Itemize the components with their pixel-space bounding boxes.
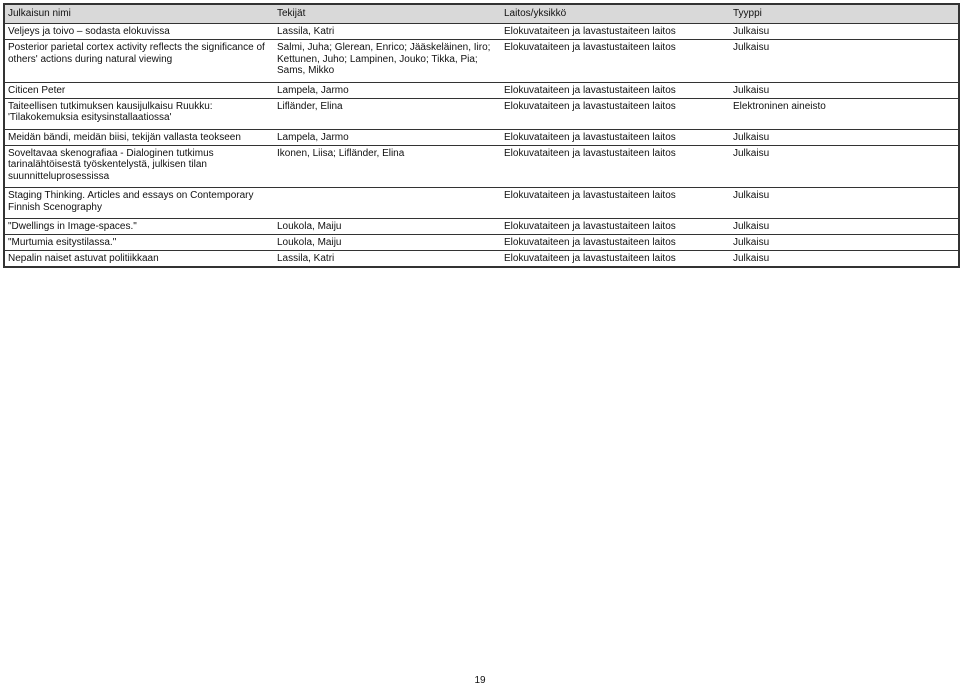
table-row bbox=[4, 40, 959, 83]
cell-type: Julkaisu bbox=[730, 24, 959, 40]
table-row bbox=[4, 82, 959, 98]
cell-type: Julkaisu bbox=[730, 188, 959, 219]
table-row bbox=[4, 219, 959, 235]
table-row bbox=[4, 145, 959, 188]
cell-publication-name: Veljeys ja toivo – sodasta elokuvissa bbox=[4, 24, 274, 40]
cell-authors: Lassila, Katri bbox=[274, 251, 501, 268]
cell-department: Elokuvataiteen ja lavastustaiteen laitos bbox=[501, 235, 730, 251]
cell-publication-name: Nepalin naiset astuvat politiikkaan bbox=[4, 251, 274, 268]
cell-department: Elokuvataiteen ja lavastustaiteen laitos bbox=[501, 129, 730, 145]
cell-authors: Lampela, Jarmo bbox=[274, 82, 501, 98]
cell-type: Julkaisu bbox=[730, 82, 959, 98]
cell-publication-name: "Dwellings in Image-spaces." bbox=[4, 219, 274, 235]
table-row bbox=[4, 251, 959, 268]
cell-authors: Ikonen, Liisa; Lifländer, Elina bbox=[274, 145, 501, 188]
cell-type: Julkaisu bbox=[730, 40, 959, 83]
cell-department: Elokuvataiteen ja lavastustaiteen laitos bbox=[501, 188, 730, 219]
cell-department: Elokuvataiteen ja lavastustaiteen laitos bbox=[501, 82, 730, 98]
publications-table bbox=[3, 3, 960, 268]
cell-publication-name: Staging Thinking. Articles and essays on Contemporary Finnish Scenography bbox=[4, 188, 274, 219]
table-row bbox=[4, 235, 959, 251]
publications-table-container bbox=[3, 3, 958, 268]
cell-type: Julkaisu bbox=[730, 219, 959, 235]
table-header-row bbox=[4, 4, 959, 24]
cell-department: Elokuvataiteen ja lavastustaiteen laitos bbox=[501, 40, 730, 83]
cell-publication-name: Soveltavaa skenografiaa - Dialoginen tutkimus tarinalähtöisestä työskentelystä, julkisen tilan suunnitteluprosessissa bbox=[4, 145, 274, 188]
cell-authors: Salmi, Juha; Glerean, Enrico; Jääskeläinen, Iiro; Kettunen, Juho; Lampinen, Jouko; Tikka, Pia; Sams, Mikko bbox=[274, 40, 501, 83]
cell-type: Julkaisu bbox=[730, 145, 959, 188]
cell-authors: Loukola, Maiju bbox=[274, 235, 501, 251]
cell-authors: Lampela, Jarmo bbox=[274, 129, 501, 145]
cell-type: Elektroninen aineisto bbox=[730, 98, 959, 129]
cell-publication-name: Meidän bändi, meidän biisi, tekijän vallasta teokseen bbox=[4, 129, 274, 145]
cell-type: Julkaisu bbox=[730, 251, 959, 268]
cell-authors: Lassila, Katri bbox=[274, 24, 501, 40]
cell-department: Elokuvataiteen ja lavastustaiteen laitos bbox=[501, 24, 730, 40]
header-publication-name: Julkaisun nimi bbox=[4, 4, 274, 24]
cell-department: Elokuvataiteen ja lavastustaiteen laitos bbox=[501, 98, 730, 129]
cell-department: Elokuvataiteen ja lavastustaiteen laitos bbox=[501, 219, 730, 235]
cell-authors: Lifländer, Elina bbox=[274, 98, 501, 129]
cell-department: Elokuvataiteen ja lavastustaiteen laitos bbox=[501, 145, 730, 188]
table-row bbox=[4, 24, 959, 40]
cell-authors: Loukola, Maiju bbox=[274, 219, 501, 235]
header-department: Laitos/yksikkö bbox=[501, 4, 730, 24]
cell-publication-name: Posterior parietal cortex activity reflects the significance of others' actions during natural viewing bbox=[4, 40, 274, 83]
cell-type: Julkaisu bbox=[730, 129, 959, 145]
header-authors: Tekijät bbox=[274, 4, 501, 24]
cell-department: Elokuvataiteen ja lavastustaiteen laitos bbox=[501, 251, 730, 268]
table-row bbox=[4, 98, 959, 129]
cell-publication-name: Citicen Peter bbox=[4, 82, 274, 98]
table-row bbox=[4, 129, 959, 145]
cell-publication-name: "Murtumia esitystilassa." bbox=[4, 235, 274, 251]
table-row bbox=[4, 188, 959, 219]
cell-publication-name: Taiteellisen tutkimuksen kausijulkaisu Ruukku: 'Tilakokemuksia esitysinstallaatiossa' bbox=[4, 98, 274, 129]
header-type: Tyyppi bbox=[730, 4, 959, 24]
cell-authors bbox=[274, 188, 501, 219]
cell-type: Julkaisu bbox=[730, 235, 959, 251]
page-number: 19 bbox=[474, 675, 486, 686]
